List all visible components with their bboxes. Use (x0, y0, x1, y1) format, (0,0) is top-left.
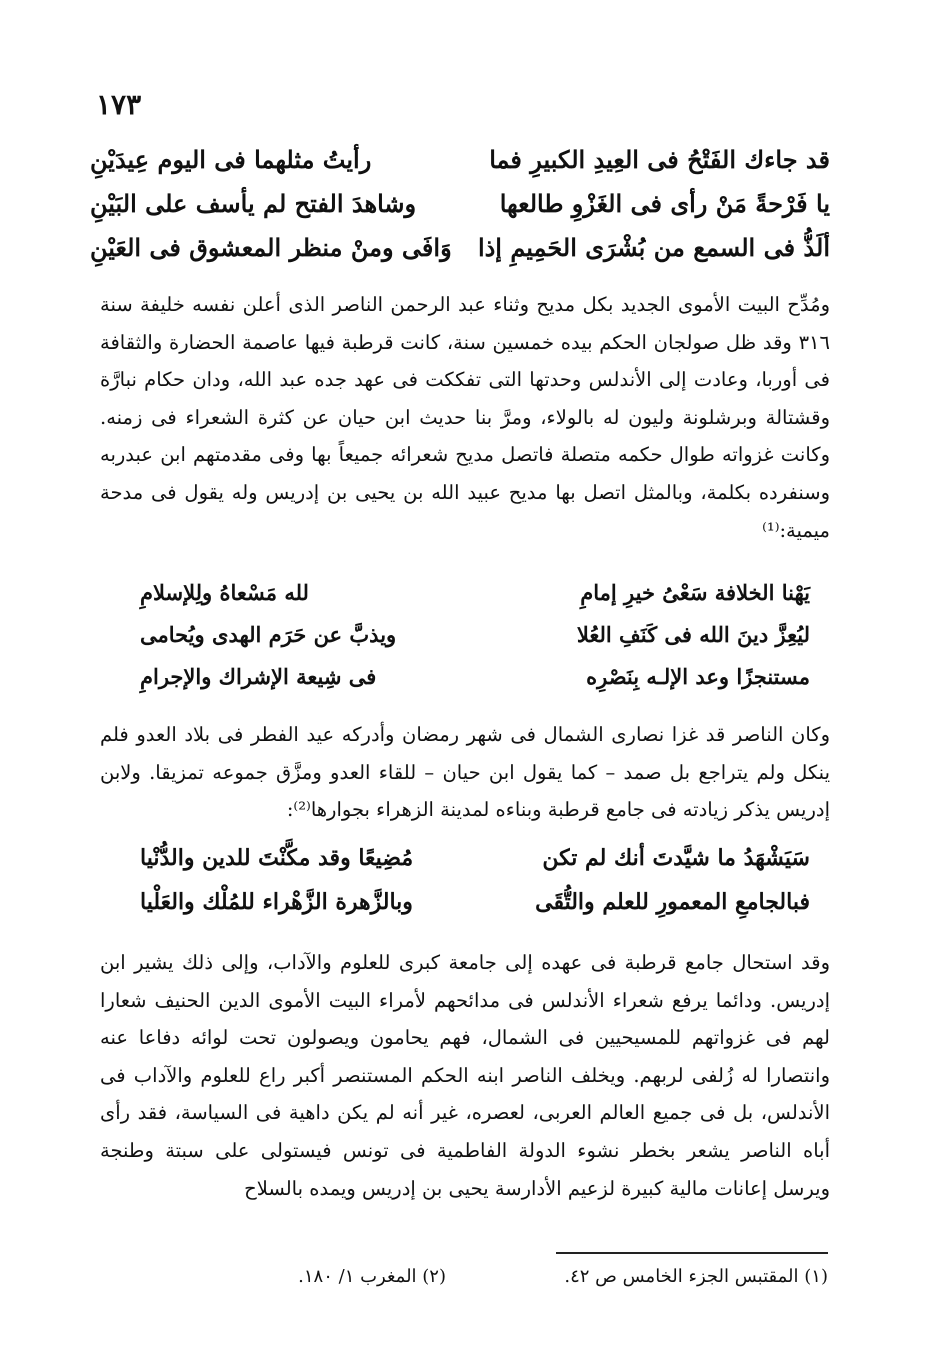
body-paragraph: ومُدِّح البيت الأموى الجديد بكل مديح وثناء عبد الرحمن الناصر الذى أعلن نفسه خليفة سنة ٣١٦ وقد ظل صولجان الحكم بيده خمسين سنة، كانت قرطبة فيها عاصمة الحضارة والثقافة فى أوربا، وعادت إلى الأندلس وحدتها التى تفككت فى عهد جده عبد الله، ودان حكام نبارَّة وقشتالة وبرشلونة وليون له بالولاء، ومرَّ بنا حديث ابن حيان عن كثرة الشعراء فى زمنه. وكانت غزواته طوال حكمه متصلة فاتصل مديح شعرائه جميعاً بها وفى مقدمتهم ابن عبدربه وسنفرده بكلمة، وبالمثل اتصل بها مديح عبيد الله بن يحيى بن إدريس وله يقول فى مدحة ميمية:⁽¹⁾ (100, 293, 830, 542)
verse-line (90, 182, 830, 226)
verse-second-hemistich: وشاهدَ الفتح لم يأسف على البَيْنِ (90, 189, 417, 218)
verse-line (90, 226, 830, 270)
footnote-divider (556, 1252, 828, 1254)
verse-line (140, 880, 810, 924)
verse-second-hemistich: لله مَسْعاهُ ولِلإسلامِ (140, 580, 309, 605)
verse-first-hemistich: قد جاءك الفَتْحُ فى العِيدِ الكبيرِ فما (489, 145, 830, 174)
verse-first-hemistich: سَيَشْهَدُ ما شيَّدتَ أنك لم تكن (542, 845, 810, 871)
verse-second-hemistich: وَافَى ومنْ منظر المعشوق فى العَيْنِ (90, 233, 452, 262)
verse-line (140, 656, 810, 698)
verse-line (140, 614, 810, 656)
verse-first-hemistich: فبالجامعِ المعمورِ للعلم والتُّقَى (535, 889, 810, 915)
verse-first-hemistich: يا فَرْحةً مَنْ رأى فى الغَزْوِ طالعها (499, 189, 830, 218)
footnote-1: (١) المقتبس الجزء الخامس ص ٤٢. (564, 1266, 828, 1287)
footnote-2: (٢) المغرب ١/ ١٨٠. (298, 1266, 446, 1287)
verse-first-hemistich: ليُعِزَّ دينَ الله فى كَنَفِ العُلا (576, 622, 810, 647)
poem-block-2 (140, 572, 810, 698)
verse-second-hemistich: وبالزَّهرة الزَّهْراء للمُلْك والعَلْيا (140, 889, 413, 915)
verse-second-hemistich: مُضِيعًا وقد مكَّنْتَ للدين والدُّنْيا (140, 845, 414, 871)
verse-first-hemistich: ألَذُّ فى السمع من بُشْرَى الحَمِيمِ إذا (477, 233, 830, 262)
poem-block-3 (140, 836, 810, 924)
verse-line (140, 572, 810, 614)
verse-first-hemistich: مستنجزًا وعد الإلـه بِنَصْرِه (586, 664, 810, 689)
verse-second-hemistich: رأيتُ مثلهما فى اليوم عِيدَيْنِ (90, 145, 372, 174)
verse-first-hemistich: يَهْنا الخلافة سَعْىُ خيرِ إمامِ (580, 580, 810, 605)
verse-second-hemistich: ويذبَّ عن حَرَم الهدى ويُحامى (140, 622, 397, 647)
page-number: ١٧٣ (96, 88, 142, 121)
body-paragraph: وكان الناصر قد غزا نصارى الشمال فى شهر رمضان وأدركه عيد الفطر فى بلاد العدو فلم ينكل ولم يتراجع بل صمد – كما يقول ابن حيان – للقاء العدو ومزَّق جموعه تمزيقا. ولابن إدريس يذكر زيادته فى جامع قرطبة وبناءه لمدينة الزهراء بجوارها⁽²⁾: (100, 723, 830, 822)
body-paragraph: وقد استحال جامع قرطبة فى عهده إلى جامعة كبرى للعلوم والآداب، وإلى ذلك يشير ابن إدريس. ودائما يرفع شعراء الأندلس فى مدائحهم لأمراء البيت الأموى الدين الحنيف شعارا لهم فى غزواتهم للمسيحيين فى الشمال، فهم يحامون ويصولون تحت لوائه دفاعا عنه وانتصارا له زُلفى لربهم. ويخلف الناصر ابنه الحكم المستنصر أكبر راع للعلوم والآداب فى الأندلس، بل فى جميع العالم العربى، لعصره، غير أنه لم يكن داهية فى السياسة، فقد رأى أباه الناصر يشعر بخطر نشوء الدولة الفاطمية فى تونس فيستولى على سبتة وطنجة ويرسل إعانات مالية كبيرة لزعيم الأدارسة يحيى بن إدريس ويمده بالسلاح (100, 951, 830, 1200)
verse-line (140, 836, 810, 880)
verse-line (90, 138, 830, 182)
poem-block-1 (90, 138, 830, 270)
verse-second-hemistich: فى شِيعة الإشراك والإجرامِ (140, 664, 377, 689)
